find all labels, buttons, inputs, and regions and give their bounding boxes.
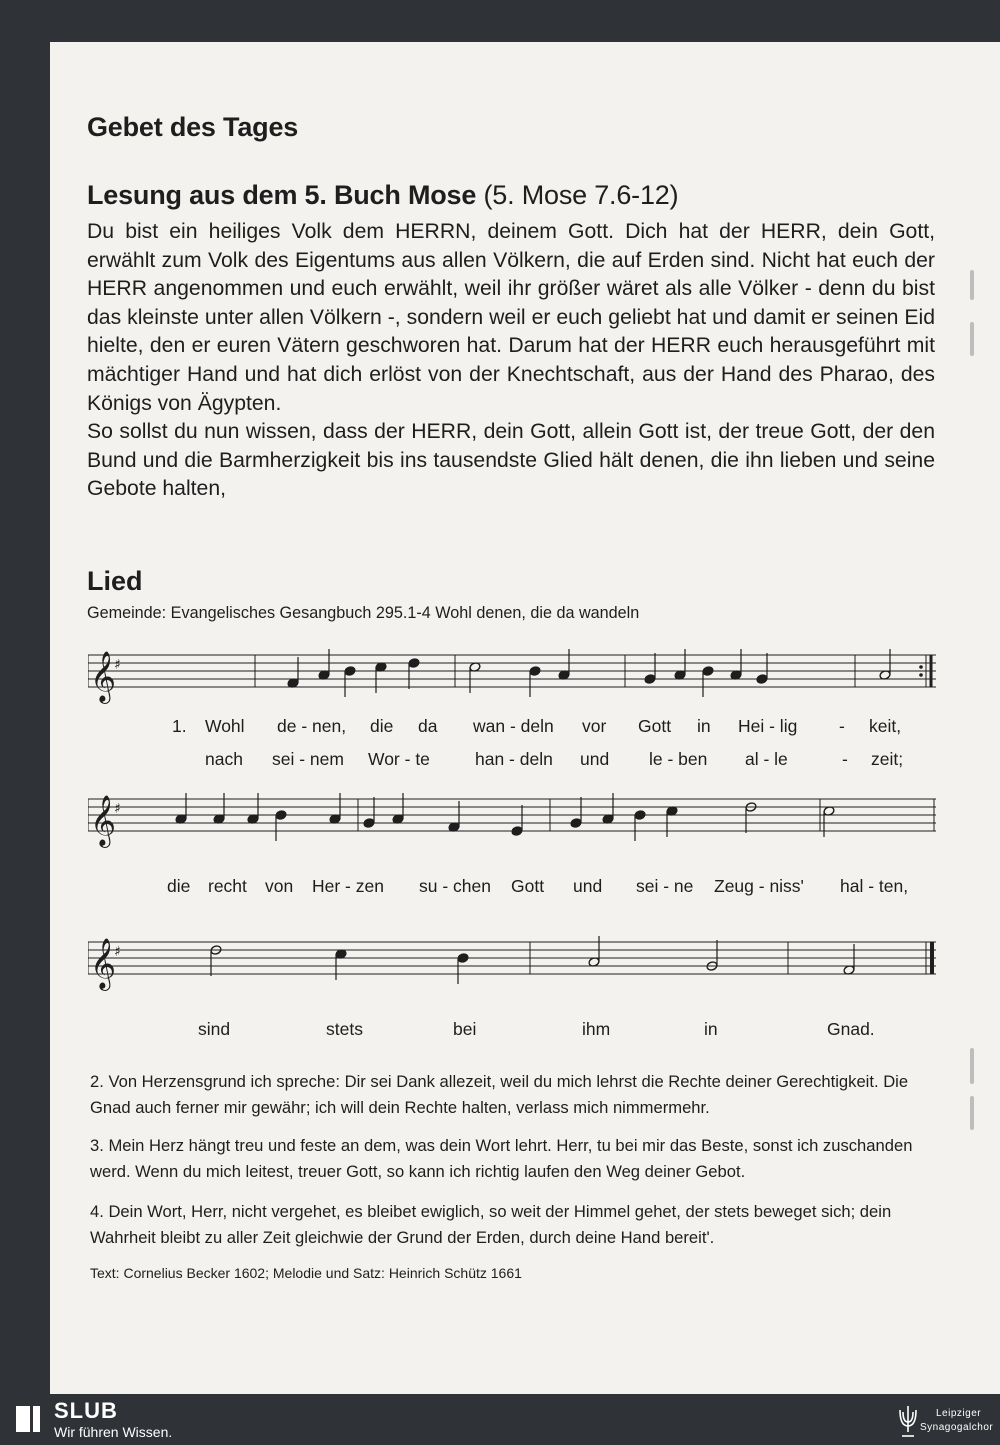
lyric-word: stets bbox=[326, 1019, 363, 1039]
lyric-word: keit, bbox=[869, 716, 902, 736]
lyric-word: Wohl bbox=[205, 716, 245, 736]
lyric-word: sei - ne bbox=[636, 876, 694, 896]
heading-gebet: Gebet des Tages bbox=[87, 112, 299, 142]
note-head bbox=[511, 826, 523, 837]
note-head bbox=[275, 810, 287, 821]
svg-text:♯: ♯ bbox=[114, 657, 121, 673]
lyric-word: die bbox=[167, 876, 191, 896]
reading-paragraph: So sollst du nun wissen, dass der HERR, dein Gott, allein Gott ist, der treue Gott, der den Bund und die Barmherzigkeit bis ins tausendste Glied hält denen, die ihn lieben und seine Gebote halten, bbox=[87, 420, 935, 501]
heading-lied: Lied bbox=[87, 566, 143, 596]
lyric-word: ihm bbox=[582, 1019, 611, 1039]
reading-text bbox=[87, 218, 935, 504]
lyric-word: Zeug - niss' bbox=[714, 876, 804, 896]
svg-text:♯: ♯ bbox=[114, 944, 121, 960]
lyric-word: und bbox=[573, 876, 603, 896]
song-source: Gemeinde: Evangelisches Gesangbuch 295.1-4 Wohl denen, die da wandeln bbox=[87, 604, 640, 622]
menorah-icon bbox=[896, 1402, 920, 1440]
lyric-word: al - le bbox=[745, 749, 788, 769]
lyric-word: wan - deln bbox=[473, 716, 554, 736]
lyric-word: die bbox=[370, 716, 394, 736]
lyric-word: Her - zen bbox=[312, 876, 384, 896]
slub-logo-icon bbox=[14, 1404, 42, 1434]
staple-mark bbox=[970, 1096, 974, 1130]
lyric-word: Gnad. bbox=[827, 1019, 875, 1039]
lyric-word: sind bbox=[198, 1019, 231, 1039]
verse-text: 3. Mein Herz hängt treu und feste an dem, was dein Wort lehrt. Herr, tu bei mir das Beste, sonst ich zuschanden werd. Wenn du mich leitest, treuer Gott, so kann ich richtig laufen den Weg deiner Gebot. bbox=[90, 1136, 913, 1181]
lyric-word: 1. bbox=[172, 716, 187, 736]
note-head bbox=[634, 810, 646, 821]
verse-text: 4. Dein Wort, Herr, nicht vergehet, es bleibet ewiglich, so weit der Himmel gehet, der stets beweget sich; dein Wahrheit bleibt zu aller Zeit gleichwie der Grund der Erden, durch deine Hand bereit'. bbox=[90, 1202, 892, 1247]
footer-bar bbox=[0, 1394, 1000, 1445]
verse-block bbox=[90, 1069, 940, 1121]
lyric-word: bei bbox=[453, 1019, 477, 1039]
music-staff-3 bbox=[88, 925, 936, 995]
lyric-word: - bbox=[842, 749, 848, 769]
verse-text: 2. Von Herzensgrund ich spreche: Dir sei Dank allezeit, weil du mich lehrst die Rechte deiner Gerechtigkeit. Die Gnad auch ferner mir gewähr; ich will dein Rechte halten, verlass mich nimmermehr. bbox=[90, 1072, 909, 1117]
svg-text:𝄞: 𝄞 bbox=[90, 651, 117, 702]
slub-logo-tagline: Wir führen Wissen. bbox=[54, 1424, 173, 1440]
lyric-word: von bbox=[265, 876, 294, 896]
staple-mark bbox=[970, 1048, 974, 1084]
staple-mark bbox=[970, 322, 974, 356]
partner-name-line2: Synagogalchor bbox=[920, 1422, 994, 1433]
lyric-word: han - deln bbox=[475, 749, 553, 769]
lyric-word: Gott bbox=[511, 876, 545, 896]
note-head bbox=[570, 818, 582, 829]
song-credit: Text: Cornelius Becker 1602; Melodie und Satz: Heinrich Schütz 1661 bbox=[90, 1265, 522, 1281]
lyric-word: vor bbox=[582, 716, 607, 736]
reading-paragraph: Du bist ein heiliges Volk dem HERRN, deinem Gott. Dich hat der HERR, dein Gott, erwählt zum Volk des Eigentums aus allen Völkern, die auf Erden sind. Nicht hat euch der HERR angenommen und euch erwählt, weil ihr größer wäret als alle Völker - denn du bist das kleinste unter allen Völkern -, sondern weil er euch geliebt hat und damit er seinen Eid hielte, den er euren Vätern geschworen hat. Darum hat der HERR euch herausgeführt mit mächtiger Hand und hat dich erlöst von der Knechtschaft, aus der Hand des Pharao, des Königs von Ägypten. bbox=[87, 220, 935, 415]
lyric-word: sei - nem bbox=[272, 749, 344, 769]
heading-lesung-title: Lesung aus dem 5. Buch Mose bbox=[87, 180, 477, 210]
lyric-word: und bbox=[580, 749, 610, 769]
partner-name-line1: Leipziger bbox=[936, 1408, 982, 1419]
lyric-word: le - ben bbox=[649, 749, 708, 769]
lyric-word: zeit; bbox=[871, 749, 904, 769]
lyric-word: da bbox=[418, 716, 438, 736]
note-head bbox=[702, 666, 714, 677]
music-staff-1 bbox=[88, 638, 936, 708]
lyric-word: Gott bbox=[638, 716, 672, 736]
svg-text:♯: ♯ bbox=[114, 801, 121, 817]
heading-lesung-reference: (5. Mose 7.6-12) bbox=[483, 180, 679, 210]
lyric-word: in bbox=[697, 716, 711, 736]
lyric-word: hal - ten, bbox=[840, 876, 909, 896]
lyric-word: Wor - te bbox=[368, 749, 430, 769]
heading-lesung bbox=[87, 180, 678, 211]
music-staff-2 bbox=[88, 782, 936, 852]
note-head bbox=[408, 658, 420, 669]
lyric-word: de - nen, bbox=[277, 716, 347, 736]
verse-block bbox=[90, 1199, 940, 1251]
note-head bbox=[644, 674, 656, 685]
lyric-word: su - chen bbox=[419, 876, 491, 896]
svg-text:𝄞: 𝄞 bbox=[90, 795, 117, 846]
note-head bbox=[756, 674, 768, 685]
note-head bbox=[457, 953, 469, 964]
verse-block bbox=[90, 1133, 940, 1185]
slub-logo-name: SLUB bbox=[54, 1398, 118, 1423]
lyric-word: recht bbox=[208, 876, 247, 896]
note-head bbox=[529, 666, 541, 677]
lyric-word: in bbox=[704, 1019, 718, 1039]
lyric-word: nach bbox=[205, 749, 243, 769]
lyric-word: Hei - lig bbox=[738, 716, 798, 736]
note-head bbox=[363, 818, 375, 829]
lyric-word: - bbox=[839, 716, 845, 736]
staple-mark bbox=[970, 270, 974, 300]
note-head bbox=[344, 666, 356, 677]
svg-text:𝄞: 𝄞 bbox=[90, 938, 117, 989]
